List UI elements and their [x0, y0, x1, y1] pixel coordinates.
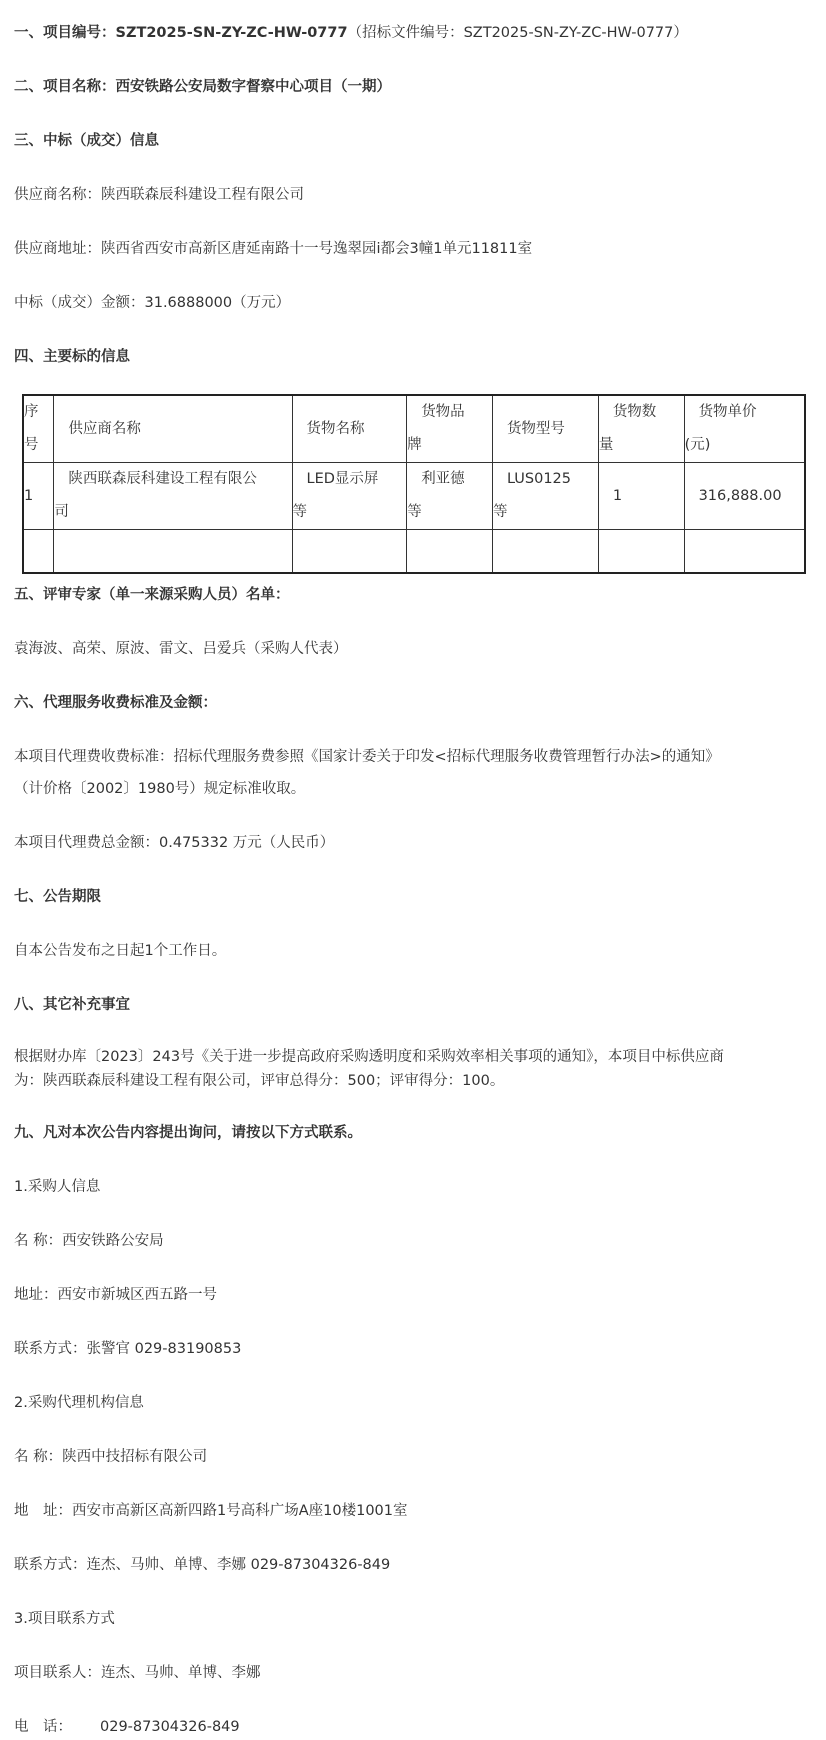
cell-price: 316,888.00	[684, 463, 805, 530]
project-name: 二、项目名称：西安铁路公安局数字督察中心项目（一期）	[14, 79, 391, 95]
expert-names: 袁海波、高荣、原波、雷文、吕爱兵（采购人代表）	[14, 641, 348, 657]
header-cell: 货物名称	[292, 395, 407, 463]
supplementary-text: 根据财办库〔2023〕243号《关于进一步提高政府采购透明度和采购效率相关事项的通知》，本项目中标供应商	[14, 1049, 724, 1065]
supplier-address: 供应商地址：陕西省西安市高新区唐延南路十一号逸翠园i都会3幢1单元11811室	[14, 241, 533, 257]
tender-doc-number: （招标文件编号：SZT2025-SN-ZY-ZC-HW-0777）	[347, 25, 688, 41]
cell-goods: LED显示屏 等	[292, 463, 407, 530]
project-number-code: SZT2025-SN-ZY-ZC-HW-0777	[115, 25, 348, 41]
purchaser-contact: 联系方式：张警官 029-83190853	[14, 1341, 242, 1357]
section-heading-supplementary: 八、其它补充事宜	[14, 997, 130, 1013]
section-heading-agency-fee: 六、代理服务收费标准及金额：	[14, 695, 217, 711]
cell-supplier: 陕西联森辰科建设工程有限公 司	[54, 463, 292, 530]
section-heading-experts: 五、评审专家（单一来源采购人员）名单：	[14, 587, 290, 603]
award-amount: 中标（成交）金额：31.6888000（万元）	[14, 295, 291, 311]
purchaser-name: 名 称：西安铁路公安局	[14, 1233, 164, 1249]
purchaser-title: 1.采购人信息	[14, 1179, 101, 1195]
cell-qty: 1	[598, 463, 684, 530]
project-contact-phone	[14, 1716, 240, 1738]
agency-name: 名 称：陕西中技招标有限公司	[14, 1449, 208, 1465]
supplementary-text-cont: 为：陕西联森辰科建设工程有限公司，评审总得分：500；评审得分：100。	[14, 1073, 505, 1089]
table-row-empty	[23, 530, 805, 574]
period-text: 自本公告发布之日起1个工作日。	[14, 943, 227, 959]
supplier-name: 供应商名称：陕西联森辰科建设工程有限公司	[14, 187, 304, 203]
table-row	[23, 463, 805, 530]
section-heading-period: 七、公告期限	[14, 889, 101, 905]
section-heading-contact: 九、凡对本次公告内容提出询问，请按以下方式联系。	[14, 1125, 362, 1141]
fee-standard: 本项目代理费收费标准：招标代理服务费参照《国家计委关于印发<招标代理服务收费管理暂行办法>的通知》	[14, 749, 720, 765]
cell-no: 1	[23, 463, 54, 530]
header-cell: 供应商名称	[54, 395, 292, 463]
purchaser-address: 地址：西安市新城区西五路一号	[14, 1287, 217, 1303]
section-heading-award: 三、中标（成交）信息	[14, 133, 159, 149]
fee-total: 本项目代理费总金额：0.475332 万元（人民币）	[14, 835, 335, 851]
fee-standard-cont: （计价格〔2002〕1980号）规定标准收取。	[14, 781, 306, 797]
header-cell: 货物品 牌	[407, 395, 493, 463]
header-cell: 序 号	[23, 395, 54, 463]
header-cell: 货物型号	[492, 395, 598, 463]
cell-model: LUS0125 等	[492, 463, 598, 530]
cell-brand: 利亚德 等	[407, 463, 493, 530]
main-items-table	[22, 394, 806, 574]
header-cell: 货物数 量	[598, 395, 684, 463]
phone-label: 电 话：	[14, 1719, 72, 1735]
agency-contact: 联系方式：连杰、马帅、单博、李娜 029-87304326-849	[14, 1557, 391, 1573]
project-number-line	[14, 22, 688, 44]
phone-number: 029-87304326-849	[100, 1719, 240, 1735]
header-cell: 货物单价 (元)	[684, 395, 805, 463]
agency-address: 地 址：西安市高新区高新四路1号高科广场A座10楼1001室	[14, 1503, 408, 1519]
table-header-row	[23, 395, 805, 463]
agency-title: 2.采购代理机构信息	[14, 1395, 144, 1411]
project-number-label: 一、项目编号：	[14, 25, 116, 41]
section-heading-main-items: 四、主要标的信息	[14, 349, 130, 365]
project-contact-title: 3.项目联系方式	[14, 1611, 115, 1627]
project-contact-person: 项目联系人：连杰、马帅、单博、李娜	[14, 1665, 261, 1681]
